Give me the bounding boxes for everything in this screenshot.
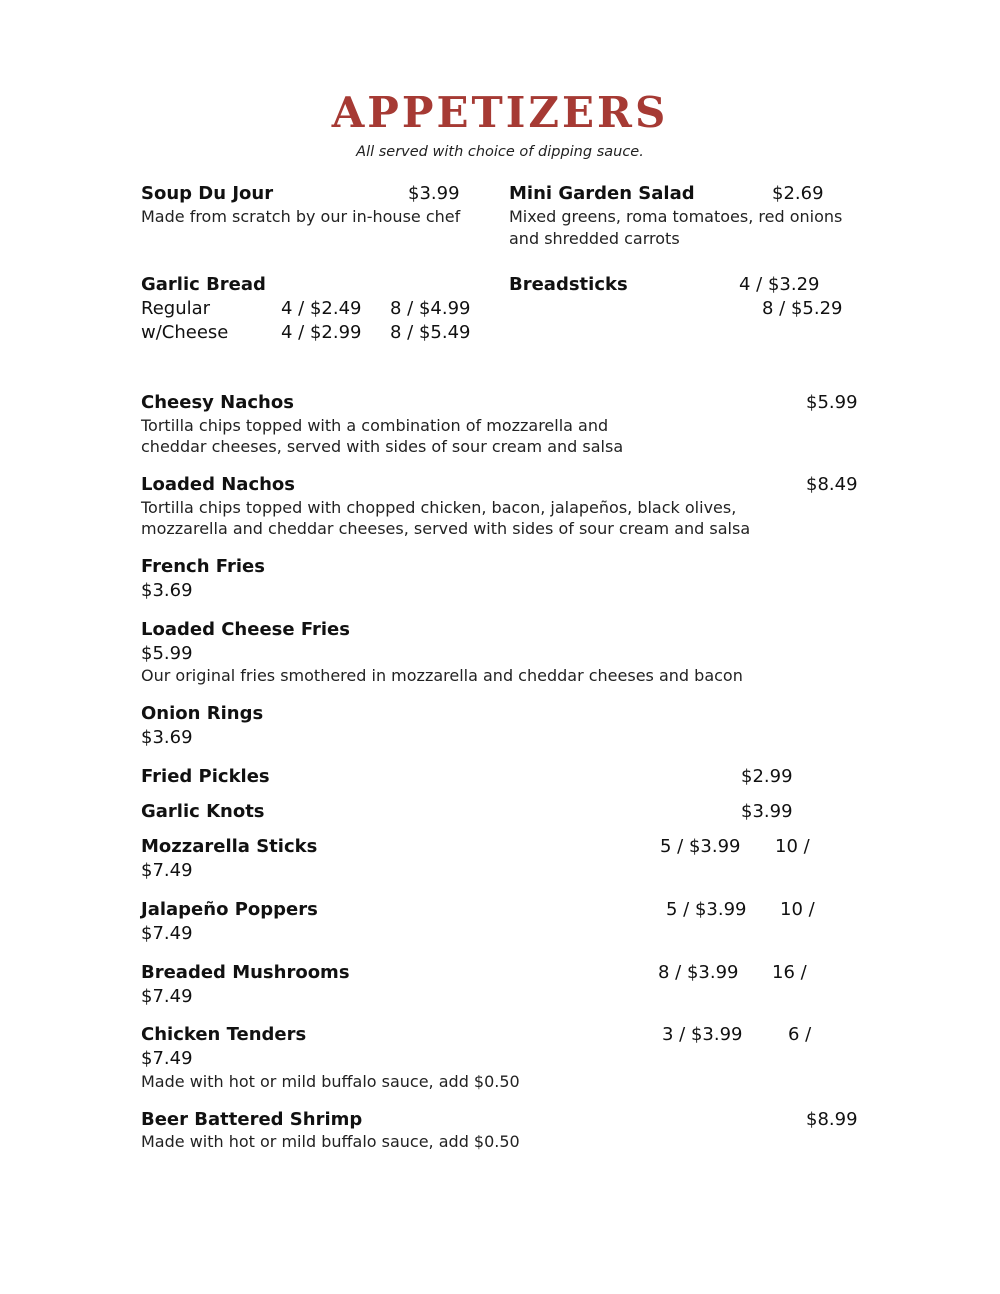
jalapeno-poppers-large-price: $7.49 <box>141 923 193 944</box>
page-title: APPETIZERS <box>331 88 669 137</box>
fried-pickles-name: Fried Pickles <box>141 766 270 787</box>
soup-desc: Made from scratch by our in-house chef <box>141 207 461 226</box>
garlic-bread-cheese-label: w/Cheese <box>141 322 229 343</box>
jalapeno-poppers-large-count: 10 / <box>780 899 815 920</box>
mozzarella-sticks-large-price: $7.49 <box>141 860 193 881</box>
garlic-bread-cheese-small: 4 / $2.99 <box>281 322 362 343</box>
garlic-bread-regular-small: 4 / $2.49 <box>281 298 362 319</box>
garlic-bread-regular-large: 8 / $4.99 <box>390 298 471 319</box>
cheesy-nachos-price: $5.99 <box>806 392 858 413</box>
chicken-tenders-desc: Made with hot or mild buffalo sauce, add $0.50 <box>141 1072 520 1091</box>
breaded-mushrooms-small: 8 / $3.99 <box>658 962 739 983</box>
fried-pickles-price: $2.99 <box>741 766 793 787</box>
soup-name: Soup Du Jour <box>141 183 274 204</box>
salad-desc-line2: and shredded carrots <box>509 229 680 248</box>
mozzarella-sticks-small: 5 / $3.99 <box>660 836 741 857</box>
garlic-bread-regular-label: Regular <box>141 298 211 319</box>
loaded-nachos-desc-line1: Tortilla chips topped with chopped chicken, bacon, jalapeños, black olives, <box>141 498 737 517</box>
cheesy-nachos-desc-line2: cheddar cheeses, served with sides of sour cream and salsa <box>141 437 624 456</box>
page-subtitle: All served with choice of dipping sauce. <box>356 144 644 160</box>
chicken-tenders-large-price: $7.49 <box>141 1048 193 1069</box>
garlic-knots-price: $3.99 <box>741 801 793 822</box>
loaded-nachos-price: $8.49 <box>806 474 858 495</box>
chicken-tenders-name: Chicken Tenders <box>141 1024 307 1045</box>
breaded-mushrooms-large-price: $7.49 <box>141 986 193 1007</box>
mozzarella-sticks-large-count: 10 / <box>775 836 810 857</box>
beer-shrimp-price: $8.99 <box>806 1109 858 1130</box>
loaded-nachos-name: Loaded Nachos <box>141 474 296 495</box>
french-fries-price: $3.69 <box>141 580 193 601</box>
loaded-cheese-fries-desc: Our original fries smothered in mozzarella and cheddar cheeses and bacon <box>141 666 743 685</box>
salad-desc-line1: Mixed greens, roma tomatoes, red onions <box>509 207 843 226</box>
chicken-tenders-large-count: 6 / <box>788 1024 812 1045</box>
loaded-cheese-fries-price: $5.99 <box>141 643 193 664</box>
onion-rings-name: Onion Rings <box>141 703 264 724</box>
chicken-tenders-small: 3 / $3.99 <box>662 1024 743 1045</box>
cheesy-nachos-desc-line1: Tortilla chips topped with a combination of mozzarella and <box>141 416 609 435</box>
mozzarella-sticks-name: Mozzarella Sticks <box>141 836 318 857</box>
garlic-bread-name: Garlic Bread <box>141 274 266 295</box>
breaded-mushrooms-large-count: 16 / <box>772 962 807 983</box>
salad-name: Mini Garden Salad <box>509 183 695 204</box>
beer-shrimp-name: Beer Battered Shrimp <box>141 1109 363 1130</box>
garlic-knots-name: Garlic Knots <box>141 801 265 822</box>
breadsticks-name: Breadsticks <box>509 274 628 295</box>
french-fries-name: French Fries <box>141 556 265 577</box>
garlic-bread-cheese-large: 8 / $5.49 <box>390 322 471 343</box>
onion-rings-price: $3.69 <box>141 727 193 748</box>
jalapeno-poppers-small: 5 / $3.99 <box>666 899 747 920</box>
breadsticks-large: 8 / $5.29 <box>762 298 843 319</box>
salad-price: $2.69 <box>772 183 824 204</box>
loaded-cheese-fries-name: Loaded Cheese Fries <box>141 619 350 640</box>
jalapeno-poppers-name: Jalapeño Poppers <box>141 899 318 920</box>
breadsticks-small: 4 / $3.29 <box>739 274 820 295</box>
breaded-mushrooms-name: Breaded Mushrooms <box>141 962 350 983</box>
loaded-nachos-desc-line2: mozzarella and cheddar cheeses, served with sides of sour cream and salsa <box>141 519 751 538</box>
cheesy-nachos-name: Cheesy Nachos <box>141 392 294 413</box>
soup-price: $3.99 <box>408 183 460 204</box>
beer-shrimp-desc: Made with hot or mild buffalo sauce, add $0.50 <box>141 1132 520 1151</box>
